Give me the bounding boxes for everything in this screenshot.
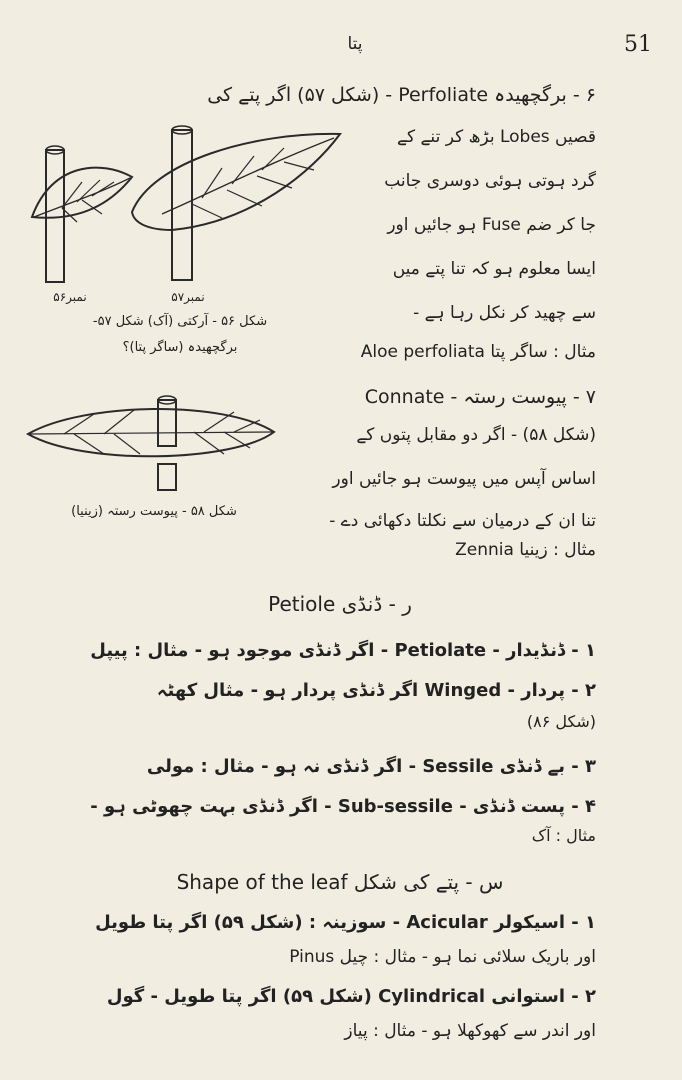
- figure-label-56: نمبر۵۶: [53, 290, 87, 304]
- petiole-item-3: ۳ - بے ڈنڈی Sessile - اگر ڈنڈی نہ ہو - مثال : مولی: [146, 756, 596, 777]
- shape-item-1: ۱ - اسیکولر Acicular - سوزینہ : (شکل ۵۹) اگر پتا طویل: [95, 912, 596, 933]
- perfoliate-caption-2: برگچھیدہ (ساگر پتا)؟: [122, 340, 238, 355]
- shape-item-2-continued: اور اندر سے کھوکھلا ہو - مثال : پیاز: [344, 1021, 596, 1041]
- perfoliate-line-3: جا کر ضم Fuse ہو جائیں اور: [387, 215, 596, 235]
- perfoliate-leaf-illustration: [22, 122, 342, 292]
- perfoliate-caption-1: شکل ۵۶ - آرکتی (آک) شکل ۵۷-: [92, 314, 268, 329]
- petiole-item-2: ۲ - پردار - Winged اگر ڈنڈی پردار ہو - مثال کھٹہ: [156, 680, 596, 701]
- connate-line-3: تنا ان کے درمیان سے نکلتا دکھائی دے -: [329, 511, 596, 531]
- petiole-heading: ر - ڈنڈی Petiole: [268, 592, 412, 616]
- perfoliate-line-2: گرد ہوتی ہوئی دوسری جانب: [384, 171, 596, 191]
- petiole-item-1: ۱ - ڈنڈیدار - Petiolate - اگر ڈنڈی موجود ہو - مثال : پیپل: [90, 640, 596, 661]
- figure-label-57: نمبر۵۷: [171, 290, 205, 304]
- running-title: پتا: [347, 34, 363, 54]
- connate-line-1: (شکل ۵۸) - اگر دو مقابل پتوں کے: [356, 425, 596, 445]
- page-number: 51: [624, 32, 652, 57]
- perfoliate-line-4: ایسا معلوم ہو کہ تنا پتے میں: [392, 259, 596, 279]
- connate-leaf-illustration: [24, 392, 278, 496]
- shape-item-1-continued: اور باریک سلائی نما ہو - مثال : چیل Pinus: [289, 947, 596, 967]
- perfoliate-line-1: قصیں Lobes بڑھ کر تنے کے: [397, 127, 596, 147]
- petiole-item-4: ۴ - پست ڈنڈی - Sub-sessile - اگر ڈنڈی بہت چھوٹی ہو -: [90, 796, 596, 817]
- perfoliate-line-5: سے چھید کر نکل رہا ہے -: [413, 303, 596, 323]
- perfoliate-heading: ۶ - برگچھیدہ Perfoliate - (شکل ۵۷) اگر پتے کی: [207, 84, 596, 106]
- connate-example: مثال : زینیا Zennia: [455, 540, 596, 560]
- connate-heading: ۷ - پیوست رستہ - Connate: [364, 386, 596, 408]
- connate-line-2: اساس آپس میں پیوست ہو جائیں اور: [332, 469, 596, 489]
- petiole-item-2-figure: (شکل ۸۶): [526, 712, 596, 731]
- shape-item-2: ۲ - استوانی Cylindrical (شکل ۵۹) اگر پتا طویل - گول: [106, 986, 596, 1007]
- petiole-item-4-example: مثال : آک: [531, 826, 596, 845]
- connate-caption: شکل ۵۸ - پیوست رستہ (زینیا): [71, 504, 237, 519]
- shape-heading: س - پتے کی شکل Shape of the leaf: [176, 870, 504, 894]
- perfoliate-example: مثال : ساگر پتا Aloe perfoliata: [360, 342, 596, 362]
